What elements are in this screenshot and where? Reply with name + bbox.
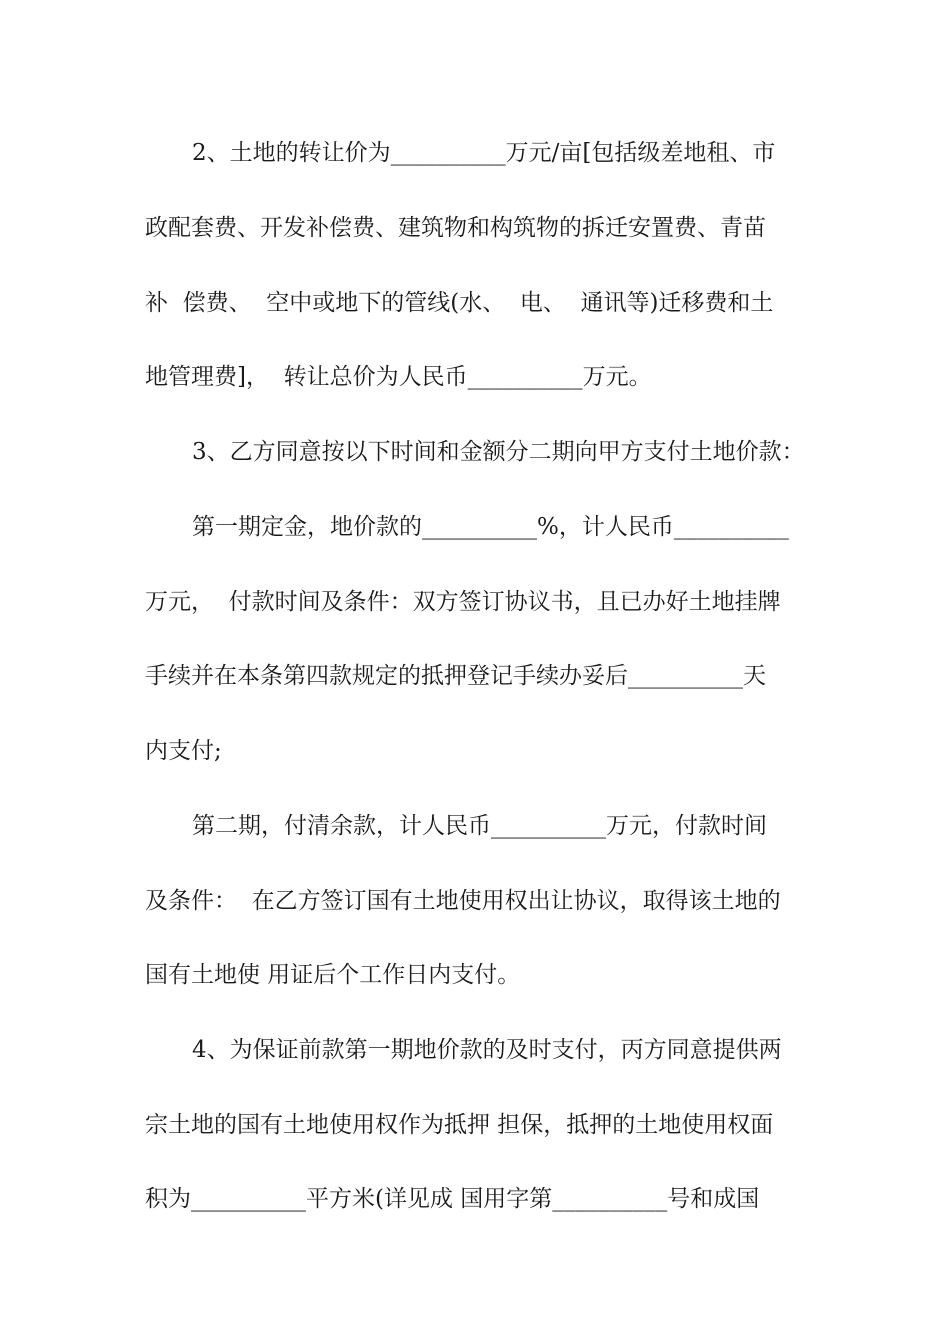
clause-2-line-3: 补 偿费、 空中或地下的管线(水、 电、 通讯等)迁移费和土 — [145, 290, 774, 316]
clause-2-line-4: 地管理费]， 转让总价为人民币__________万元。 — [145, 364, 652, 390]
clause-2-line-2: 政配套费、开发补偿费、建筑物和构筑物的拆迁安置费、青苗 — [145, 215, 766, 241]
clause-4-line-1: 4、为保证前款第一期地价款的及时支付，丙方同意提供两 — [192, 1037, 782, 1063]
first-period-line-3: 手续并在本条第四款规定的抵押登记手续办妥后__________天 — [145, 663, 766, 689]
first-period-line-4: 内支付; — [145, 738, 222, 764]
clause-2-line-1: 2、土地的转让价为__________万元/亩[包括级差地租、市 — [192, 140, 776, 166]
clause-4-line-3: 积为__________平方米(详见成 国用字第__________号和成国 — [145, 1186, 760, 1212]
clause-3-line-1: 3、乙方同意按以下时间和金额分二期向甲方支付土地价款： — [192, 439, 805, 465]
clause-4-line-2: 宗土地的国有土地使用权作为抵押 担保，抵押的土地使用权面 — [145, 1112, 774, 1138]
second-period-line-2: 及条件： 在乙方签订国有土地使用权出让协议，取得该土地的 — [145, 888, 781, 914]
first-period-line-2: 万元， 付款时间及条件：双方签订协议书，且已办好土地挂牌 — [145, 589, 781, 615]
first-period-line-1: 第一期定金，地价款的__________%，计人民币__________ — [192, 514, 789, 540]
second-period-line-3: 国有土地使 用证后个工作日内支付。 — [145, 962, 521, 988]
second-period-line-1: 第二期，付清余款，计人民币__________万元，付款时间 — [192, 813, 767, 839]
